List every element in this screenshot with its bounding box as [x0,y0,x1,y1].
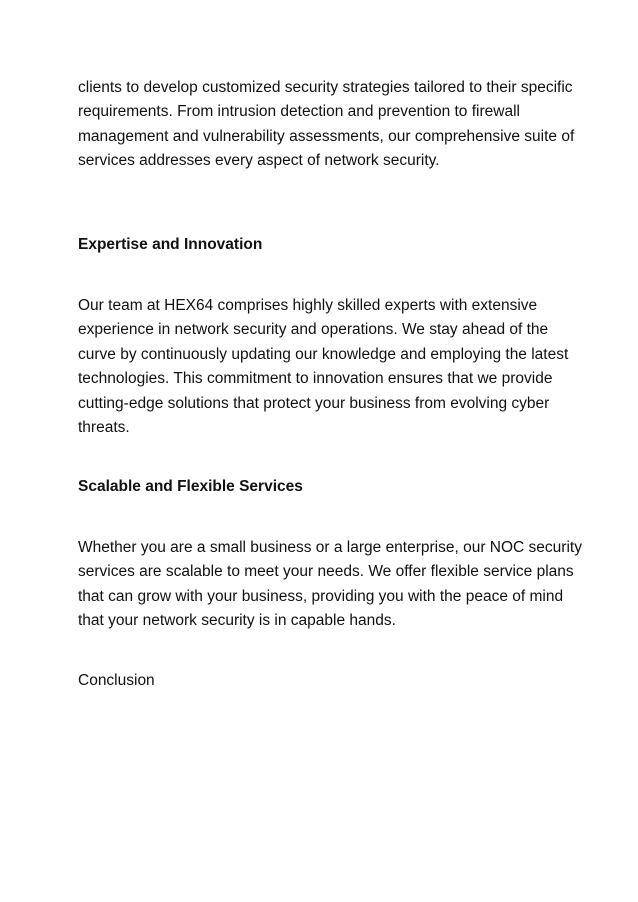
scalable-heading: Scalable and Flexible Services [78,478,303,495]
intro-continuation-paragraph: clients to develop customized security strategies tailored to their specific requirements. From intrusion detection and prevention to firewall management and vulnerability assessments, our comprehensive suite of services addresses every aspect of network security. [78,79,575,170]
expertise-heading: Expertise and Innovation [78,236,263,253]
expertise-paragraph: Our team at HEX64 comprises highly skilled experts with extensive experience in network security and operations. We stay ahead of the curve by continuously updating our knowledge and employing the latest technologies. This commitment to innovation ensures that we provide cutting-edge solutions that protect your business from evolving cyber threats. [78,297,569,437]
scalable-paragraph: Whether you are a small business or a large enterprise, our NOC security services are scalable to meet your needs. We offer flexible service plans that can grow with your business, providing you with the peace of mind that your network security is in capable hands. [78,539,582,630]
conclusion-heading: Conclusion [78,672,155,689]
